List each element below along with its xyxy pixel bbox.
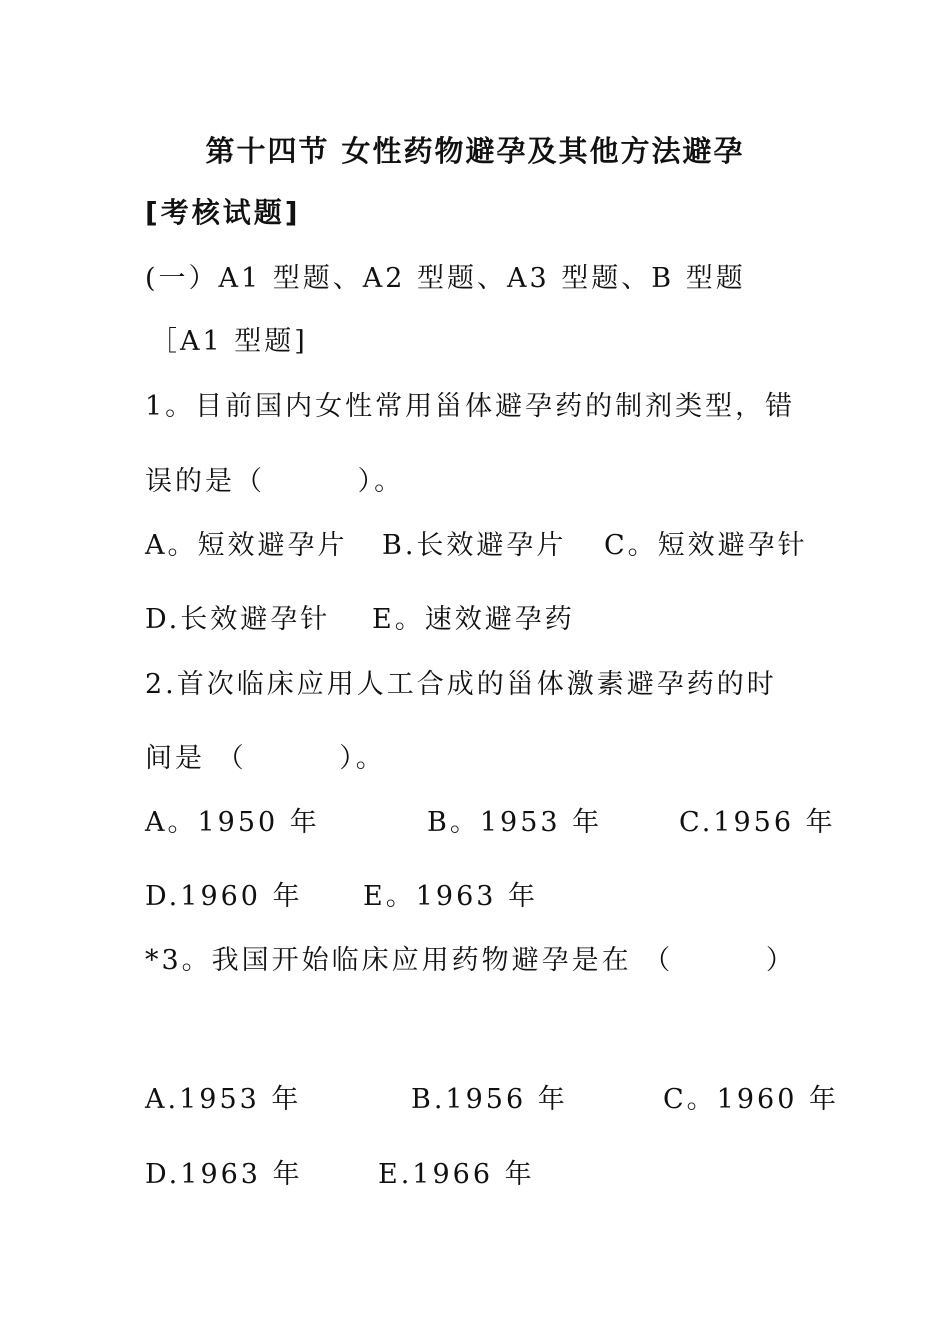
question-1-option-e: E。速效避孕药 xyxy=(372,604,575,635)
question-2-option-d: D.1960 年 xyxy=(145,881,303,912)
section-heading: [考核试题] xyxy=(145,196,301,229)
question-2-option-a: A。1950 年 xyxy=(145,807,320,838)
question-2-option-c: C.1956 年 xyxy=(679,807,836,838)
question-2-stem-line-1: 2.首次临床应用人工合成的甾体激素避孕药的时 xyxy=(145,669,777,700)
question-type-subheading: (一）A1 型题、A2 型题、A3 型题、B 型题 xyxy=(145,263,746,294)
question-3-stem: *3。我国开始临床应用药物避孕是在 （ ） xyxy=(145,945,796,976)
question-3-option-c: C。1960 年 xyxy=(663,1084,839,1115)
question-3-option-a: A.1953 年 xyxy=(145,1084,302,1115)
question-1-stem-line-2: 误的是（ ）。 xyxy=(145,466,405,497)
a1-type-label: ［A1 型题] xyxy=(150,326,308,357)
question-2-option-b: B。1953 年 xyxy=(427,807,603,838)
question-1-option-c: C。短效避孕针 xyxy=(604,530,808,561)
question-1-stem-line-1: 1。目前国内女性常用甾体避孕药的制剂类型，错 xyxy=(145,391,796,422)
question-2-option-e: E。1963 年 xyxy=(363,881,539,912)
page-title: 第十四节 女性药物避孕及其他方法避孕 xyxy=(205,134,745,168)
question-3-option-b: B.1956 年 xyxy=(411,1084,568,1115)
question-1-option-b: B.长效避孕片 xyxy=(382,530,567,561)
question-1-option-a: A。短效避孕片 xyxy=(145,530,348,561)
question-2-stem-line-2: 间是 （ ）。 xyxy=(145,743,386,774)
question-1-option-d: D.长效避孕针 xyxy=(145,604,331,635)
question-3-option-d: D.1963 年 xyxy=(145,1159,303,1190)
question-3-option-e: E.1966 年 xyxy=(378,1159,535,1190)
